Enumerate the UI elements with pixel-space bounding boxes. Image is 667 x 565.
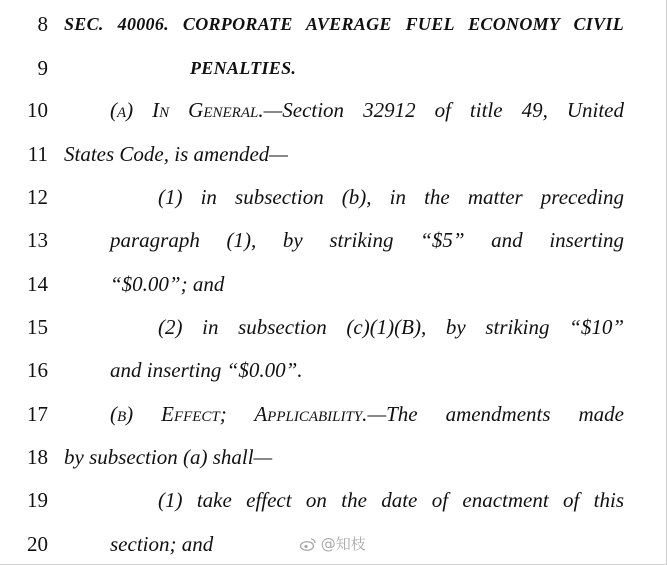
line-number: 18: [27, 445, 48, 469]
watermark-text: @知枝: [320, 535, 366, 553]
line-13: [0, 225, 667, 255]
section-heading-cont: PENALTIES.: [190, 58, 297, 78]
line-number: 17: [27, 402, 48, 426]
line-number: 20: [27, 532, 48, 556]
line-text: section; and: [110, 532, 214, 556]
line-text: and inserting “$0.00”.: [110, 358, 303, 382]
line-text-rest: —The amendments made: [367, 402, 624, 426]
line-text: [110, 399, 624, 429]
line-14: [0, 269, 667, 299]
section-heading: SEC. 40006. CORPORATE AVERAGE FUEL ECONOMY CIVIL: [64, 14, 624, 34]
line-number: 14: [27, 272, 48, 296]
line-text: States Code, is amended—: [64, 142, 288, 166]
line-18: [0, 442, 667, 472]
line-number: 16: [27, 358, 48, 382]
subsection-heading: (b) Effect; Applicability.: [110, 402, 368, 426]
line-text-rest: —Section 32912 of title 49, United: [263, 98, 624, 122]
line-text: (1) in subsection (b), in the matter preceding: [158, 185, 624, 209]
line-number: 9: [37, 56, 48, 80]
line-number: 15: [27, 315, 48, 339]
line-text: “$0.00”; and: [110, 272, 225, 296]
watermark: [300, 533, 366, 554]
line-10: [0, 95, 667, 125]
line-number: 12: [27, 185, 48, 209]
line-19: [0, 485, 667, 515]
line-15: [0, 312, 667, 342]
line-number: 8: [37, 12, 48, 36]
line-number: 11: [27, 142, 48, 166]
line-text: [110, 95, 624, 125]
line-text: (1) take effect on the date of enactment of this: [158, 488, 624, 512]
line-12: [0, 182, 667, 212]
line-8: [0, 9, 667, 39]
line-16: [0, 355, 667, 385]
line-text: paragraph (1), by striking “$5” and inserting: [110, 228, 624, 252]
line-number: 19: [27, 488, 48, 512]
line-number: 10: [27, 98, 48, 122]
line-text: by subsection (a) shall—: [64, 445, 273, 469]
line-text: (2) in subsection (c)(1)(B), by striking “$10”: [158, 315, 624, 339]
line-11: [0, 139, 667, 169]
line-number: 13: [27, 228, 48, 252]
weibo-icon: [300, 537, 316, 551]
line-17: [0, 399, 667, 429]
line-9: [0, 53, 667, 83]
subsection-heading: (a) In General.: [110, 98, 264, 122]
